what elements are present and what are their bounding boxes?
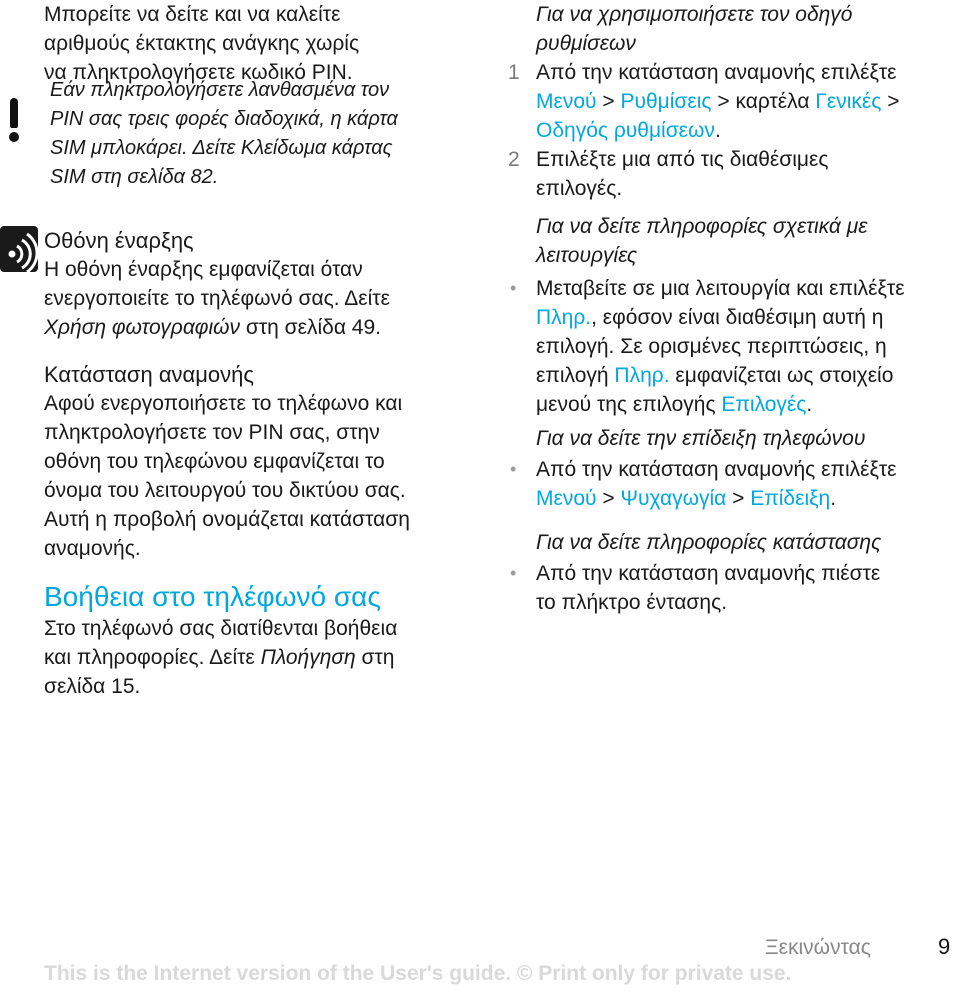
menu-link[interactable]: Μενού (536, 487, 597, 510)
status-title: Για να δείτε πληροφορίες κατάστασης (536, 531, 882, 554)
status-section (510, 528, 954, 617)
wizard-step-1: 1 Από την κατάσταση αναμονής επιλέξτε Μενού > Ρυθμίσεις > καρτέλα Γενικές > Οδηγός ρυθμίσεων. (508, 61, 900, 142)
setup-wizard-link[interactable]: Οδηγός ρυθμίσεων (536, 119, 715, 142)
general-tab-link[interactable]: Γενικές (815, 90, 882, 113)
info-title: Για να δείτε πληροφορίες σχετικά με (536, 215, 868, 238)
status-bullet: • Από την κατάσταση αναμονής πιέστε το πλήκτρο έντασης. (510, 562, 881, 614)
help-title: Βοήθεια στο τηλέφωνό σας (44, 581, 381, 612)
network-signal-icon (0, 226, 38, 272)
wizard-title: Για να χρησιμοποιήσετε τον οδηγό (536, 3, 853, 26)
emergency-intro: Μπορείτε να δείτε και να καλείτε αριθμούς έκτακτης ανάγκης χωρίς να πληκτρολογήσετε κωδικό PIN. (44, 3, 360, 84)
help-ref: Πλοήγηση (260, 646, 356, 669)
pin-warning-note: Εάν πληκτρολογήσετε λανθασμένα τον PIN σας τρεις φορές διαδοχικά, η κάρτα SIM μπλοκάρει. Δείτε Κλείδωμα κάρτας SIM στη σελίδα 82. (50, 79, 398, 188)
warning-icon (8, 98, 22, 144)
demo-section (510, 424, 954, 513)
standby-title: Κατάσταση αναμονής (44, 362, 255, 387)
info-section: Για να δείτε πληροφορίες σχετικά με λειτουργίες • Μεταβείτε σε μια λειτουργία και επιλέξτε Πληρ., εφόσον είναι διαθέσιμη αυτή η επιλογή. Σε ορισμένες περιπτώσεις, η επιλογή Πληρ. εμφανίζεται ως στοιχείο μενού της επιλογής Επιλογές. (536, 212, 954, 419)
help-section: Βοήθεια στο τηλέφωνό σας Στο τηλέφωνό σας διατίθενται βοήθεια και πληροφορίες. Δείτε Πλοήγηση στη σελίδα 15. (44, 580, 474, 701)
bullet-icon: • (510, 459, 517, 479)
entertainment-link[interactable]: Ψυχαγωγία (620, 487, 727, 510)
startup-title: Οθόνη έναρξης (44, 228, 194, 253)
standby-section: Κατάσταση αναμονής Αφού ενεργοποιήσετε το τηλέφωνο και πληκτρολογήσετε τον PIN σας, στην οθόνη του τηλεφώνου εμφανίζεται το όνομα του λειτουργού του δικτύου σας. Αυτή η προβολή ονομάζεται κατάσταση αναμονής. (44, 360, 474, 563)
demo-link[interactable]: Επίδειξη (750, 487, 831, 510)
info-bullet: • Μεταβείτε σε μια λειτουργία και επιλέξτε Πληρ., εφόσον είναι διαθέσιμη αυτή η επιλογή. Σε ορισμένες περιπτώσεις, η επιλογή Πληρ. εμφανίζεται ως στοιχείο μενού της επιλογής Επιλογές. (510, 277, 905, 416)
options-link[interactable]: Επιλογές (721, 393, 807, 416)
footer-disclaimer: This is the Internet version of the User's guide. © Print only for private use. (44, 962, 792, 985)
bullet-icon: • (510, 563, 517, 583)
demo-bullet: • Από την κατάσταση αναμονής επιλέξτε Μενού > Ψυχαγωγία > Επίδειξη. (510, 458, 897, 510)
wizard-section: Για να χρησιμοποιήσετε τον οδηγό ρυθμίσεων 1 Από την κατάσταση αναμονής επιλέξτε Μενού > Ρυθμίσεις > καρτέλα Γενικές > Οδηγός ρυθμίσεων. 2 Επιλέξτε μια από τις διαθέσιμες επιλογές. (536, 0, 954, 203)
bullet-icon: • (510, 278, 517, 298)
page-number: 9 (938, 934, 951, 959)
more-link-2[interactable]: Πληρ. (614, 364, 670, 387)
demo-title: Για να δείτε την επίδειξη τηλεφώνου (536, 427, 866, 450)
footer-section-name: Ξεκινώντας (765, 936, 871, 959)
startup-ref: Χρήση φωτογραφιών (44, 316, 241, 339)
more-link[interactable]: Πληρ. (536, 306, 592, 329)
wizard-step-2: 2 Επιλέξτε μια από τις διαθέσιμες επιλογές. (508, 148, 829, 200)
menu-link[interactable]: Μενού (536, 90, 597, 113)
startup-section: Οθόνη έναρξης Η οθόνη έναρξης εμφανίζεται όταν ενεργοποιείτε το τηλέφωνό σας. Δείτε Χρήση φωτογραφιών στη σελίδα 49. (44, 226, 474, 342)
settings-link[interactable]: Ρυθμίσεις (620, 90, 712, 113)
